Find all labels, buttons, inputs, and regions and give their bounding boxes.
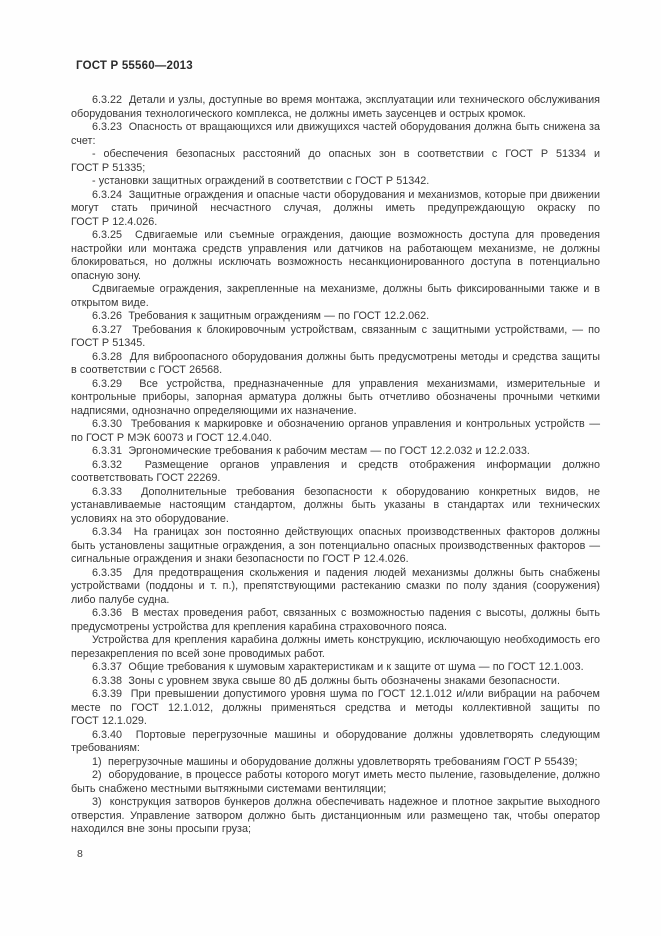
running-header: ГОСТ Р 55560—2013: [76, 60, 193, 72]
paragraph: 6.3.22 Детали и узлы, доступные во время монтажа, эксплуатации или технического обслуживания оборудования технологического комплекса, не должны иметь заусенцев и острых кромок.: [71, 94, 600, 120]
paragraph: - обеспечения безопасных расстояний до опасных зон в соответствии с ГОСТ Р 51334 и ГОСТ Р 51335;: [71, 148, 600, 174]
paragraph: 6.3.36 В местах проведения работ, связанных с возможностью падения с высоты, должны быть предусмотрены устройства для крепления карабина страховочного пояса.: [71, 607, 600, 633]
paragraph: 6.3.24 Защитные ограждения и опасные части оборудования и механизмов, которые при движении могут стать причиной несчастного случая, должны иметь предупреждающую окраску по ГОСТ Р 12.4.026.: [71, 188, 600, 228]
page-number: 8: [77, 848, 83, 860]
paragraph: 6.3.28 Для виброопасного оборудования должны быть предусмотрены методы и средства защиты в соответствии с ГОСТ 26568.: [71, 350, 600, 376]
paragraph: 6.3.30 Требования к маркировке и обозначению органов управления и контрольных устройств — по ГОСТ Р МЭК 60073 и ГОСТ 12.4.040.: [71, 418, 600, 444]
paragraph: 3) конструкция затворов бункеров должна обеспечивать надежное и плотное закрытие выходного отверстия. Управление затвором должно быть дистанционным или размещено так, чтобы оператор находился вне зоны просыпи груза;: [71, 796, 600, 835]
paragraph: 6.3.29 Все устройства, предназначенные для управления механизмами, измерительные и контрольные приборы, запорная арматура должны быть отчетливо обозначены прочными четкими надписями, однозначно определяющими их назначение.: [71, 377, 600, 417]
paragraph: Устройства для крепления карабина должны иметь конструкцию, исключающую необходимость его перезакрепления по всей зоне проводимых работ.: [71, 634, 600, 660]
paragraph: 6.3.40 Портовые перегрузочные машины и оборудование должны удовлетворять следующим требованиям:: [71, 728, 600, 754]
paragraph: 6.3.37 Общие требования к шумовым характеристикам и к защите от шума — по ГОСТ 12.1.003.: [92, 661, 584, 673]
paragraph: 6.3.26 Требования к защитным ограждениям — по ГОСТ 12.2.062.: [92, 310, 430, 322]
paragraph: 6.3.39 При превышении допустимого уровня шума по ГОСТ 12.1.012 и/или вибрации на рабочем месте по ГОСТ 12.1.012, должны применяться средства и методы коллективной защиты по ГОСТ 12.1.029.: [71, 688, 600, 727]
paragraph: 6.3.38 Зоны с уровнем звука свыше 80 дБ должны быть обозначены знаками безопасности.: [92, 674, 560, 687]
paragraph: - установки защитных ограждений в соответствии с ГОСТ Р 51342.: [92, 175, 430, 187]
paragraph: 6.3.31 Эргономические требования к рабочим местам — по ГОСТ 12.2.032 и 12.2.033.: [92, 445, 530, 457]
paragraph: 6.3.32 Размещение органов управления и средств отображения информации должно соответствовать ГОСТ 22269.: [71, 458, 600, 484]
paragraph: 6.3.33 Дополнительные требования безопасности к оборудованию конкретных видов, не устанавливаемые настоящим стандартом, должны быть указаны в стандартах или технических условиях на это оборудование.: [71, 485, 600, 525]
paragraph: 6.3.27 Требования к блокировочным устройствам, связанным с защитными устройствами, — по ГОСТ Р 51345.: [71, 323, 600, 349]
paragraph: 1) перегрузочные машины и оборудование должны удовлетворять требованиям ГОСТ Р 55439;: [92, 755, 578, 768]
paragraph: 2) оборудование, в процессе работы которого могут иметь место пыление, газовыделение, должно быть снабжено местными вытяжными системами вентиляции;: [71, 769, 600, 795]
paragraph: 6.3.35 Для предотвращения скольжения и падения людей механизмы должны быть снабжены устройствами (поддоны и т. п.), препятствующими растеканию смазки по полу здания (сооружения) либо палубе судна.: [71, 566, 600, 606]
paragraph: 6.3.23 Опасность от вращающихся или движущихся частей оборудования должна быть снижена за счет:: [71, 121, 600, 147]
paragraph: 6.3.34 На границах зон постоянно действующих опасных производственных факторов должны быть установлены защитные ограждения, а зон потенциально опасных производственных факторов — сигнальные ограждения и знаки безопасности по ГОСТ Р 12.4.026.: [71, 526, 600, 565]
document-body: [71, 94, 600, 837]
paragraph: Сдвигаемые ограждения, закрепленные на механизме, должны быть фиксированными также и в открытом виде.: [71, 283, 600, 309]
paragraph: 6.3.25 Сдвигаемые или съемные ограждения, дающие возможность доступа для проведения настройки или монтажа средств управления или датчиков на работающем механизме, не должны блокироваться, но должны исключать возможность несанкционированного доступа в потенциально опасную зону.: [71, 229, 600, 282]
